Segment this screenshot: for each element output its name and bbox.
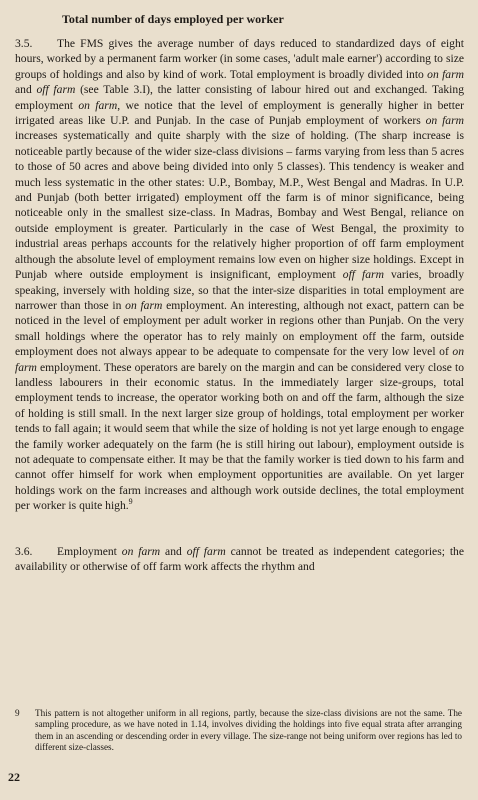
section-heading: Total number of days employed per worker: [62, 12, 284, 26]
text-run: cannot be treated as independent categories; the availability or otherwise of off farm work affects the rhythm and: [15, 544, 464, 573]
text-run: and: [15, 83, 37, 97]
text-run: (see Table 3.I), the latter consisting of labour hired out and exchanged. Taking employment: [15, 83, 464, 112]
paragraph-number: 3.5.: [15, 37, 33, 50]
text-run: employment. These operators are barely on the margin and can be considered very close to landless labourers in their economic status. In the immediately larger size-groups, total employment tends to increase, the operator working both on and off the farm, although the size of holding is still small. In the next larger size group of holdings, total employment per worker tends to fall again; it would seem that while the size of holding is not yet large enough to engage the family worker adequately on the farm (he is still hiring out labour), employment outside is not adequate to compensate either. It may be that the family worker is tied down to his farm and cannot offer himself for work when employment opportunities are available. On yet larger holdings work on the farm increases and although work outside declines, the total employment per worker is quite high.: [15, 360, 464, 513]
text-run: Employment: [57, 544, 122, 558]
text-run: and: [160, 544, 187, 558]
footnote-reference[interactable]: 9: [128, 497, 133, 507]
footnote: [15, 708, 462, 754]
italic-term: off farm: [342, 268, 384, 282]
text-run: , we notice that the level of employment is generally higher in better irrigated areas like U.P. and Punjab. In the case of Punjab employment of workers: [15, 98, 464, 128]
italic-term: on farm: [121, 544, 161, 558]
footnote-text: This pattern is not altogether uniform in all regions, partly, because the size-class divisions are not the same. The sampling procedure, as we have noted in 1.14, involves dividing the holdings into five equal strata after arranging them in an ascending or descending order in every village. The size-range not being uniform over regions has led to different size-classes.: [35, 708, 462, 753]
italic-term: on farm: [15, 345, 464, 374]
text-run: employment. An interesting, although not exact, pattern can be noticed in the level of employment per adult worker in regions other than Punjab. On the very small holdings where the operator has to rely mainly on employment off the farm, outside employment does not always appear to be adequate to compensate for the very low level of: [15, 298, 464, 359]
italic-term: on farm: [425, 114, 464, 128]
paragraph-3-6: [15, 544, 464, 575]
italic-term: on farm: [125, 298, 163, 312]
paragraph-3-5: [15, 36, 464, 514]
text-run: The FMS gives the average number of days reduced to standardized days of eight hours, worked by a permanent farm worker (in some cases, 'adult male earner') according to size groups of holdings and also by kind of work. Total employment is broadly divided into: [15, 37, 464, 81]
page-number: 22: [8, 770, 20, 784]
italic-term: on farm: [427, 67, 464, 81]
italic-term: on farm: [78, 98, 118, 112]
italic-term: off farm: [186, 544, 226, 558]
paragraph-number: 3.6.: [15, 544, 33, 558]
text-run: varies, broadly speaking, inversely with holding size, so that the inter-size disparities in total employment are narrower than those in: [15, 268, 465, 312]
text-run: increases systematically and quite sharply with the size of holding. (The sharp increase is noticeable partly because of the wider size-class divisions – farms varying from less than 5 acres to those of 50 acres and above being divided into only 5 classes). This tendency is weaker and much less systematic in the other states: U.P., Bombay, M.P., West Bengal and Madras. In U.P. and Punjab (both better irrigated) employment off the farm is of minor significance, being noticeable only in the smallest size-class. In Madras, Bombay and West Bengal, reliance on outside employment is greater. Particularly in the case of West Bengal, the proximity to industrial areas perhaps accounts for the relatively higher proportion of off farm employment although the absolute level of employment remains low even on higher size holdings. Except in Punjab where outside employment is insignificant, employment: [15, 129, 464, 282]
footnote-mark: 9: [15, 708, 20, 718]
italic-term: off farm: [36, 83, 76, 97]
